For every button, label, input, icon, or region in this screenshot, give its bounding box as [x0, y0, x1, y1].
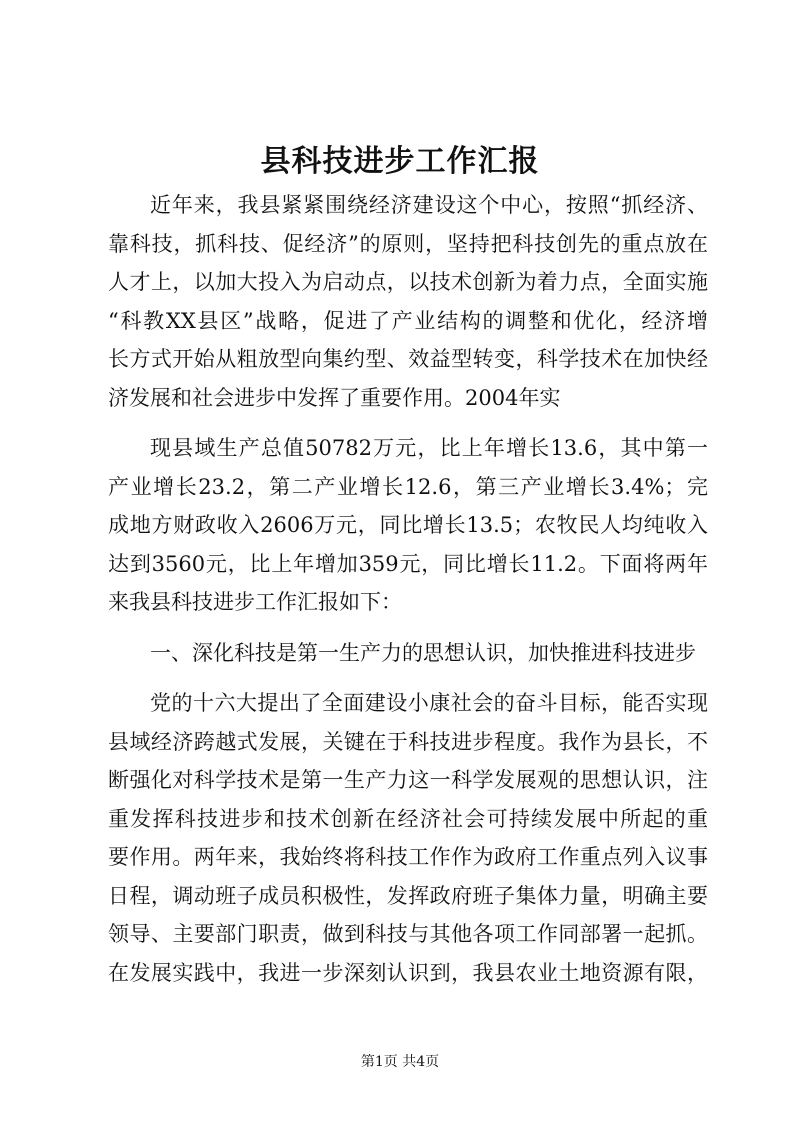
text-line: 县域经济跨越式发展，关键在于科技进步程度。我作为县长，不 — [108, 729, 708, 754]
text-line: 济发展和社会进步中发挥了重要作用。2004年实 — [108, 385, 561, 410]
text-line: 人才上，以加大投入为启动点，以技术创新为着力点，全面实施 — [108, 270, 708, 294]
paragraph-statistics — [108, 429, 708, 622]
text-line: 近年来，我县紧紧围绕经济建设这个中心，按照“抓经济、 — [150, 193, 708, 217]
text-line: 日程，调动班子成员积极性，发挥政府班子集体力量，明确主要 — [108, 883, 708, 908]
paragraph-intro — [108, 186, 708, 417]
text-line: 重发挥科技进步和技术创新在经济社会可持续发展中所起的重 — [108, 806, 708, 831]
text-line: 要作用。两年来，我始终将科技工作作为政府工作重点列入议事 — [108, 845, 708, 869]
text-line: 来我县科技进步工作汇报如下： — [108, 590, 402, 614]
text-line: 断强化对科学技术是第一生产力这一科学发展观的思想认识，注 — [108, 768, 708, 792]
text-line: 成地方财政收入2606万元，同比增长13.5；农牧民人均纯收入 — [108, 513, 708, 537]
text-line: 达到3560元，比上年增加359元，同比增长11.2。下面将两年 — [108, 551, 708, 576]
text-line: 党的十六大提出了全面建设小康社会的奋斗目标，能否实现 — [150, 691, 708, 715]
paragraph-section-one — [108, 684, 708, 992]
text-line: 在发展实践中，我进一步深刻认识到，我县农业土地资源有限， — [108, 960, 708, 985]
text-line: 产业增长23.2，第二产业增长12.6，第三产业增长3.4%；完 — [108, 474, 708, 499]
text-line: 现县域生产总值50782万元，比上年增长13.6，其中第一 — [150, 436, 708, 460]
text-line: 领导、主要部门职责，做到科技与其他各项工作同部署一起抓。 — [108, 922, 708, 946]
document-title: 县科技进步工作汇报 — [260, 144, 540, 179]
text-line: 长方式开始从粗放型向集约型、效益型转变，科学技术在加快经 — [108, 347, 708, 371]
text-line: “科教XX县区”战略，促进了产业结构的调整和优化，经济增 — [108, 308, 708, 333]
page-footer: 第1页 共4页 — [360, 1054, 440, 1070]
text-line: 靠科技，抓科技、促经济”的原则，坚持把科技创先的重点放在 — [108, 231, 708, 256]
section-heading: 一、深化科技是第一生产力的思想认识，加快推进科技进步 — [150, 640, 696, 665]
document-body — [108, 186, 708, 992]
